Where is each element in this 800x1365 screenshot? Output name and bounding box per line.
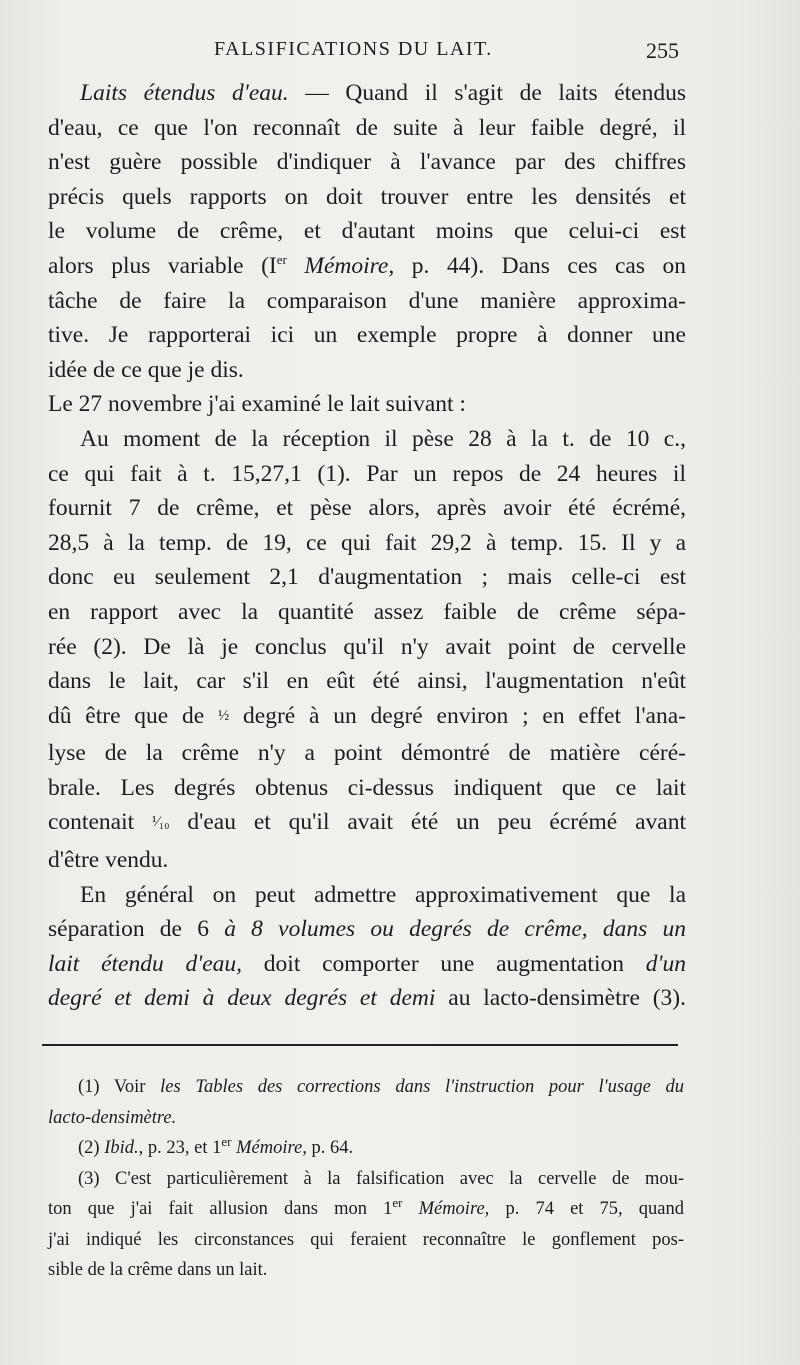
text-line: degré et demi à deux degrés et demi au lacto-densimètre (3). (48, 985, 686, 1012)
text-line: Laits étendus d'eau. — Quand il s'agit de laits étendus (80, 80, 686, 106)
text-line: donc eu seulement 2,1 d'augmentation ; mais celle-ci est (48, 564, 686, 591)
footnote-2: (2) Ibid., p. 23, et 1er Mémoire, p. 64. (78, 1133, 354, 1158)
footnote-1-cont: lacto-densimètre. (48, 1107, 177, 1128)
text-line: dû être que de ½ degré à un degré environ ; en effet l'ana- (48, 699, 686, 737)
footnote-divider (42, 1044, 678, 1046)
footnote-3-cont: ton que j'ai fait allusion dans mon 1er Mémoire, p. 74 et 75, quand (48, 1194, 684, 1219)
text-line: fournit 7 de crême, et pèse alors, après avoir été écrémé, (48, 495, 686, 522)
text-line: lyse de la crême n'y a point démontré de matière céré- (48, 740, 686, 767)
footnote-3-cont: j'ai indiqué les circonstances qui feraient reconnaître le gonflement pos- (48, 1229, 684, 1250)
fraction: ¹⁄₁₀ (152, 814, 170, 831)
footnote-1: (1) Voir les Tables des corrections dans l'instruction pour l'usage du (78, 1077, 684, 1097)
text-line: alors plus variable (Ier Mémoire, p. 44). Dans ces cas on (48, 252, 686, 279)
text-line: idée de ce que je dis. (48, 356, 244, 383)
text-line: n'est guère possible d'indiquer à l'avance par des chiffres (48, 149, 686, 176)
page-header (0, 32, 800, 68)
text-line: séparation de 6 à 8 volumes ou degrés de crême, dans un (48, 916, 686, 943)
text-line: en rapport avec la quantité assez faible de crême sépa- (48, 598, 686, 625)
footnote-3-cont: sible de la crême dans un lait. (48, 1260, 268, 1280)
text-line: précis quels rapports on doit trouver entre les densités et (48, 183, 686, 210)
text-line: En général on peut admettre approximativement que la (80, 881, 686, 908)
text-line: brale. Les degrés obtenus ci-dessus indiquent que ce lait (48, 774, 686, 801)
text-line: Le 27 novembre j'ai examiné le lait suivant : (48, 391, 466, 418)
text-line: rée (2). De là je conclus qu'il n'y avait point de cervelle (48, 633, 686, 660)
text-line: ce qui fait à t. 15,27,1 (1). Par un repos de 24 heures il (48, 460, 686, 487)
text-line: d'eau, ce que l'on reconnaît de suite à leur faible degré, il (48, 114, 686, 141)
footnotes (48, 1072, 684, 1286)
page-number: 255 (646, 38, 679, 63)
text-line: dans le lait, car s'il en eût été ainsi, l'augmentation n'eût (48, 668, 686, 695)
text-line: tive. Je rapporterai ici un exemple propre à donner une (48, 322, 686, 349)
body-text (48, 76, 686, 1016)
running-title: FALSIFICATIONS DU LAIT. (214, 38, 493, 60)
text-line: d'être vendu. (48, 847, 169, 874)
text-line: contenait ¹⁄₁₀ d'eau et qu'il avait été un peu écrémé avant (48, 805, 686, 843)
text-line: Au moment de la réception il pèse 28 à la t. de 10 c., (80, 425, 686, 452)
text-line: lait étendu d'eau, doit comporter une augmentation d'un (48, 950, 686, 977)
text-line: tâche de faire la comparaison d'une manière approxima- (48, 287, 686, 314)
text-line: le volume de crême, et d'autant moins que celui-ci est (48, 218, 686, 245)
fraction: ½ (218, 707, 230, 724)
text-line: 28,5 à la temp. de 19, ce qui fait 29,2 à temp. 15. Il y a (48, 529, 686, 556)
footnote-3: (3) C'est particulièrement à la falsification avec la cervelle de mou- (78, 1168, 684, 1189)
